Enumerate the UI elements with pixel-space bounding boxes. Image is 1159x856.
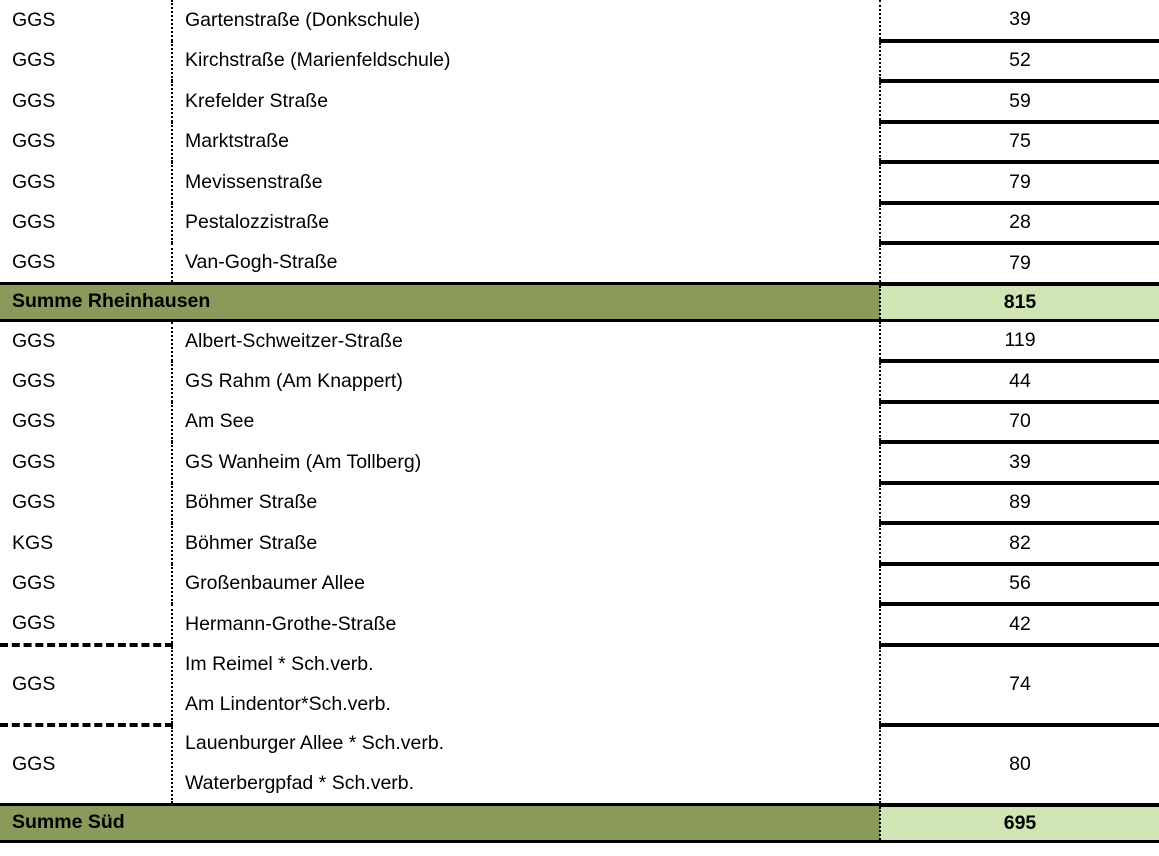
table-row[interactable] [0,564,1159,605]
table-row[interactable] [0,81,1159,122]
cell-count: 59 [880,81,1159,122]
table-row[interactable] [0,0,1159,41]
table-row[interactable] [0,442,1159,483]
table-row-merged[interactable] [0,645,1159,725]
cell-school-name: Pestalozzistraße [172,203,880,244]
cell-school-name: Albert-Schweitzer-Straße [172,321,880,362]
table-row[interactable] [0,483,1159,524]
cell-school-type: GGS [0,162,172,203]
cell-school-name-group [172,645,880,725]
summary-label: Summe Rheinhausen [0,284,880,321]
cell-school-type: GGS [0,442,172,483]
cell-school-name: Krefelder Straße [172,81,880,122]
cell-school-type: GGS [0,243,172,284]
cell-count: 79 [880,243,1159,284]
cell-school-name-line-1: Im Reimel * Sch.verb. [185,653,374,676]
cell-school-name: Marktstraße [172,122,880,163]
cell-count: 75 [880,122,1159,163]
summary-row-sued[interactable] [0,805,1159,842]
cell-count: 74 [880,645,1159,725]
cell-school-name-group [172,725,880,805]
cell-count: 80 [880,725,1159,805]
cell-count: 52 [880,41,1159,82]
summary-count: 695 [880,805,1159,842]
cell-school-type: GGS [0,122,172,163]
table-row[interactable] [0,402,1159,443]
cell-school-name: Van-Gogh-Straße [172,243,880,284]
cell-count: 28 [880,203,1159,244]
cell-school-name: Kirchstraße (Marienfeldschule) [172,41,880,82]
cell-school-type: GGS [0,645,172,725]
table-row[interactable] [0,203,1159,244]
table-row[interactable] [0,243,1159,284]
cell-school-name: Mevissenstraße [172,162,880,203]
cell-count: 70 [880,402,1159,443]
cell-school-type: KGS [0,523,172,564]
cell-school-name-line-1: Lauenburger Allee * Sch.verb. [185,732,445,755]
cell-count: 56 [880,564,1159,605]
table-row[interactable] [0,162,1159,203]
cell-school-type: GGS [0,564,172,605]
table-row[interactable] [0,122,1159,163]
cell-school-name: Hermann-Grothe-Straße [172,604,880,645]
cell-count: 39 [880,0,1159,41]
cell-school-type: GGS [0,725,172,805]
cell-school-type: GGS [0,0,172,41]
cell-count: 119 [880,321,1159,362]
table-row-merged[interactable] [0,725,1159,805]
cell-count: 39 [880,442,1159,483]
summary-row-rheinhausen[interactable] [0,284,1159,321]
cell-count: 79 [880,162,1159,203]
cell-school-type: GGS [0,361,172,402]
summary-count: 815 [880,284,1159,321]
cell-school-type: GGS [0,321,172,362]
table-row[interactable] [0,321,1159,362]
cell-school-type: GGS [0,203,172,244]
table-row[interactable] [0,523,1159,564]
table-row[interactable] [0,604,1159,645]
cell-school-type: GGS [0,81,172,122]
table-row[interactable] [0,361,1159,402]
cell-count: 89 [880,483,1159,524]
cell-school-name: Gartenstraße (Donkschule) [172,0,880,41]
cell-school-type: GGS [0,483,172,524]
cell-count: 82 [880,523,1159,564]
cell-school-name: GS Wanheim (Am Tollberg) [172,442,880,483]
cell-school-name-line-2: Waterbergpfad * Sch.verb. [185,771,415,794]
cell-count: 44 [880,361,1159,402]
cell-school-name: Böhmer Straße [172,483,880,524]
cell-school-name: Am See [172,402,880,443]
table-row[interactable] [0,41,1159,82]
cell-school-name-line-2: Am Lindentor*Sch.verb. [185,692,391,715]
cell-school-name: Großenbaumer Allee [172,564,880,605]
summary-label: Summe Süd [0,805,880,842]
cell-school-type: GGS [0,402,172,443]
cell-school-type: GGS [0,604,172,645]
cell-school-name: Böhmer Straße [172,523,880,564]
cell-school-name: GS Rahm (Am Knappert) [172,361,880,402]
cell-count: 42 [880,604,1159,645]
cell-school-type: GGS [0,41,172,82]
